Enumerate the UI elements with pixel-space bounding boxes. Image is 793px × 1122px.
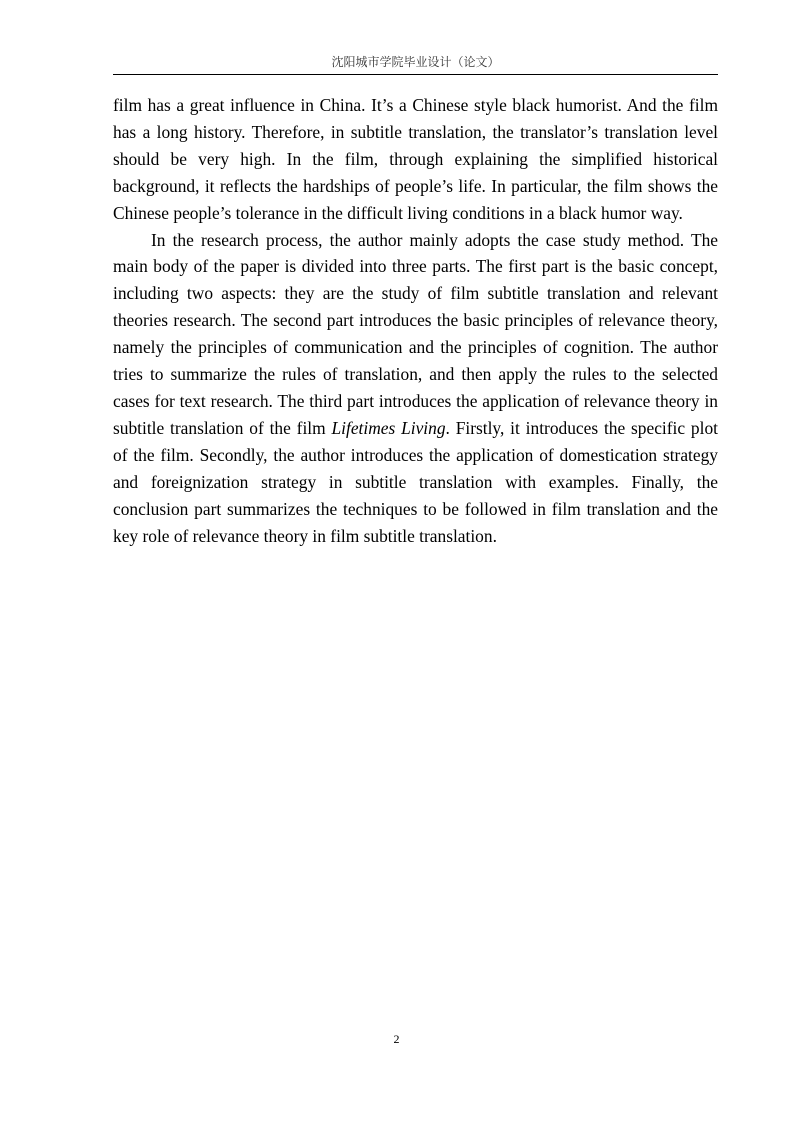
- header-title: 沈阳城市学院毕业设计（论文）: [331, 55, 500, 69]
- paragraph-1: film has a great influence in China. It’s a Chinese style black humorist. And the film has a long history. Therefore, in subtitle translation, the translator’s translation level should be very high. In the film, through explaining the simplified historical background, it reflects the hardships of people’s life. In particular, the film shows the Chinese people’s tolerance in the difficult living conditions in a black humor way.: [113, 95, 718, 223]
- paragraph-2-text-end: . Firstly, it introduces the specific plot of the film. Secondly, the author introduces the application of domestication strategy and foreignization strategy in subtitle translation with examples. Finally, the conclusion part summarizes the techniques to be followed in film translation and the key role of relevance theory in film subtitle translation.: [113, 417, 718, 546]
- body-text: [113, 92, 718, 549]
- paragraph-2: [113, 227, 718, 550]
- paragraph-2-text-start: In the research process, the author mainly adopts the case study method. The main body of the paper is divided into three parts. The first part is the basic concept, including two aspects: they are the study of film subtitle translation and relevant theories research. The second part introduces the basic principles of relevance theory, namely the principles of communication and the principles of cognition. The author tries to summarize the rules of translation, and then apply the rules to the selected cases for text research. The third part introduces the application of relevance theory in subtitle translation of the film: [113, 229, 718, 438]
- film-title: Lifetimes Living: [331, 417, 446, 438]
- page-number: 2: [393, 1032, 400, 1046]
- page-header: [113, 52, 718, 75]
- page-footer: [0, 1030, 793, 1048]
